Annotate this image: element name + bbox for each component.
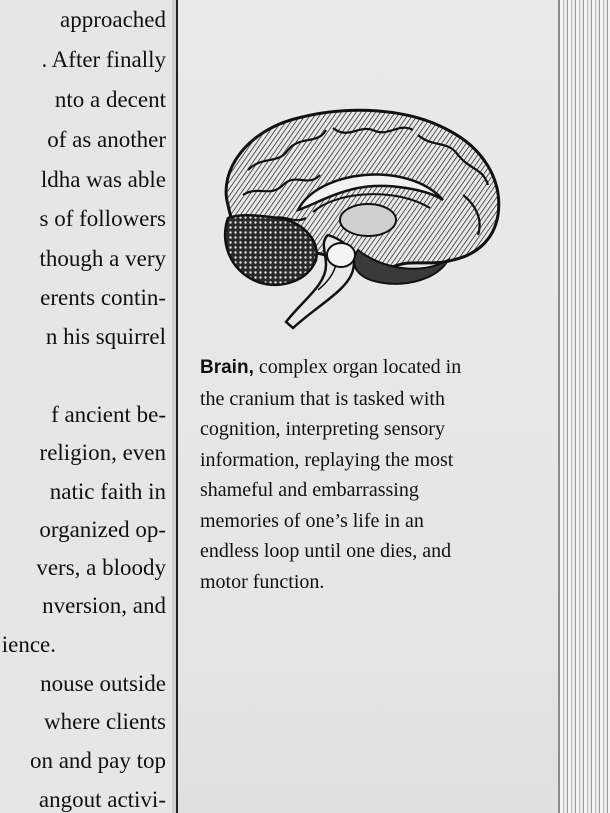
left-text-line: religion, even [39, 440, 166, 465]
left-text-line: nouse outside [40, 671, 166, 696]
left-text-line: f ancient be- [51, 402, 166, 427]
left-text-line: angout activi- [38, 787, 166, 812]
definition-text-line: information, replaying the most [200, 448, 454, 471]
left-text-line: n his squirrel [45, 324, 166, 349]
left-text-line: ience. [1, 632, 56, 657]
left-text-line: nversion, and [42, 593, 166, 618]
definition-text-line: complex organ located in [258, 356, 462, 378]
left-text-line: approached [60, 7, 166, 32]
left-text-line: ldha was able [40, 167, 166, 192]
definition-text-line: cognition, interpreting sensory [200, 418, 445, 440]
left-text-line: erents contin- [40, 285, 166, 310]
left-text-line: though a very [39, 246, 166, 271]
book-page-edges [560, 0, 610, 813]
definition-text-line: memories of one’s life in an [200, 509, 424, 532]
left-text-line: s of followers [39, 206, 166, 231]
left-text-line: where clients [44, 709, 166, 734]
definition-text-line: the cranium that is tasked with [200, 387, 445, 410]
definition-text-line: motor function. [200, 570, 325, 593]
left-text-line: nto a decent [54, 87, 166, 112]
definition-text-line: shameful and embarrassing [200, 479, 419, 501]
definition-text-line: endless loop until one dies, and [200, 540, 452, 562]
definition-term: Brain, [200, 357, 254, 378]
brain-illustration [208, 100, 508, 335]
left-text-line: . After finally [41, 47, 166, 72]
left-text-line: natic faith in [49, 479, 166, 504]
left-text-line: vers, a bloody [36, 555, 166, 580]
definition-entry [200, 352, 540, 597]
left-text-line: on and pay top [29, 748, 166, 773]
left-text-column [0, 0, 172, 813]
left-text-line: organized op- [39, 517, 166, 542]
left-text-line: of as another [47, 127, 166, 152]
sidebar-column [178, 0, 560, 813]
